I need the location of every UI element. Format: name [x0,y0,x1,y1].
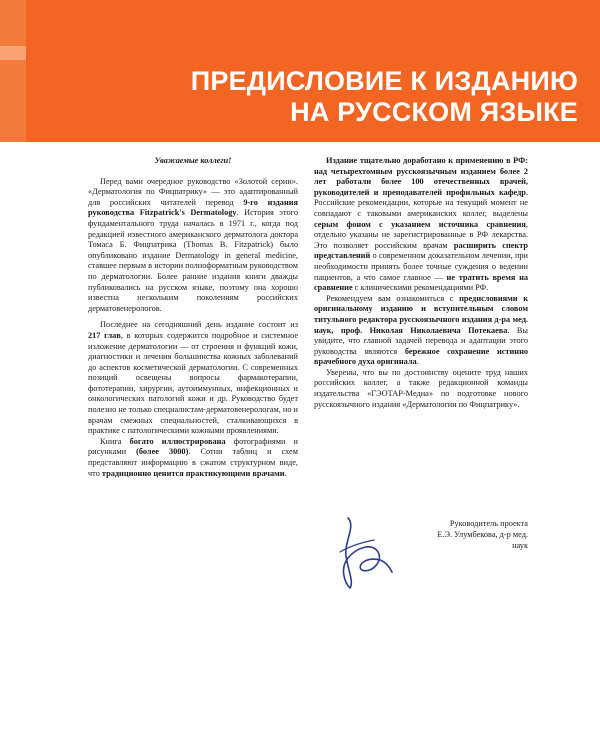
bold-run: серым фоном с указанием источника сравнения [314,219,526,229]
right-column [314,156,528,410]
bold-run: Издание тщательно доработано к применению в РФ: над четырехтомным русскоязычным изданием более 2 лет работали более [314,156,528,187]
bold-run: 217 глав [88,330,121,340]
left-column [88,156,298,479]
text-run: . [284,468,287,478]
page-title-line1: ПРЕДИСЛОВИЕ К ИЗДАНИЮ [190,66,578,96]
side-tab-strip [0,46,26,60]
text-run: . Российские рекомендации, которые на текущий момент не совпадают с таковыми американских коллег, выделены [314,187,528,218]
text-run: . История этого фундаментального труда началась в 1971 г., когда под редакцией известного американского дерматолога доктора Томаса Б. Фицпатрика (Thomas B. Fitzpatrick) было опубликовано издание Dermatology in general medicine, ставшее первым в истории полноформатным руководством по дерматологии. Более ранние издания книги дважды публиковались на русском языке, поэтому она хорошо известна нескольким поколениям российских дерматовенерологов. [88,208,298,313]
text-run: . Сотни таблиц и схем представляют информацию в сжатом структурном виде, что [88,447,298,478]
right-paragraph-1 [314,156,528,294]
right-paragraph-2 [314,294,528,368]
bold-run: 9-го издания руководства Fitzpatrick's Dermatology [88,197,298,218]
text-run: , отдельно указаны не зарегистрированные в РФ лекарства. Это позволяет российским врачам [314,219,528,250]
left-paragraph-1 [88,177,298,315]
text-run: , в которых содержится подробное и системное изложение дерматологии — от строения и функций кожи, диагностики и лечения большинства кожных заболеваний до аспектов косметической дерматологии. С современных позиций освещены вопросы фармакотерапии, фототерапии, хирургии, аутоиммунных, инфекционных и онкологических патологий кожи и др. Руководство будет полезно не только специалистам-дерматовенерологам, но и врачам смежных специальностей, сталкивающихся в практике с патологическими кожными проявлениями. [88,330,298,436]
page-title-line2: НА РУССКОМ ЯЗЫКЕ [290,97,578,127]
text-run: Книга [100,436,130,446]
text-run: фотографиями и рисунками [88,436,298,457]
header-banner [0,0,600,142]
text-run: Перед вами очередное руководство «Золотой серии». «Дерматология по Фицпатрику» — это адаптированный для российских читателей перевод [88,176,298,207]
bold-run: расширить спектр представлений [314,240,528,261]
right-paragraph-3: Уверены, что вы по достоинству оцените труд наших российских коллег, а также редакционной команды издательства «ГЭОТАР-Медиа» по подготовке нового русскоязычного издания «Дерматологии по Фицпатрику». [314,367,528,409]
page-title [191,66,578,128]
bold-run: (более 3000) [136,447,189,457]
text-run: . Вы увидите, что главной задачей перевода и адаптации этого руководства являются [314,325,528,356]
signatory-name: Е.Э. Улумбекова, д-р мед. наук [437,530,528,550]
handwritten-signature [326,512,396,592]
bold-run: бережное сохранение истинно врачебного духа оригинала [314,346,528,367]
bold-run: предисловиями к оригинальному изданию и вступительным словом титульного редактора русскоязычного издания д-ра мед. наук, проф. Николая Николаевича Потекаева [314,293,528,335]
bold-run: традиционно ценится практикующими врачами [101,468,285,478]
text-run: . [416,357,419,367]
text-run: Последнее на сегодняшний день издание состоит из [100,320,298,330]
bold-run: 100 отечественных врачей, руководителей и преподавателей профильных кафедр [314,177,528,197]
greeting: Уважаемые коллеги! [154,156,232,165]
signature-block [430,518,528,551]
bold-run: не тратить время на сравнение [314,272,528,293]
signatory-role: Руководитель проекта [449,519,528,528]
text-run: Рекомендуем вам ознакомиться с [326,293,460,303]
side-tab [0,0,26,142]
left-paragraph-3 [88,437,298,479]
left-paragraph-2 [88,320,298,437]
text-run: о современном доказательном лечении, при необходимости принять более точные суждения о ведении пациентов, а что самое главное — [314,251,528,282]
text-run: с клиническими рекомендациями РФ. [352,283,489,293]
bold-run: богато иллюстрирована [129,436,226,446]
